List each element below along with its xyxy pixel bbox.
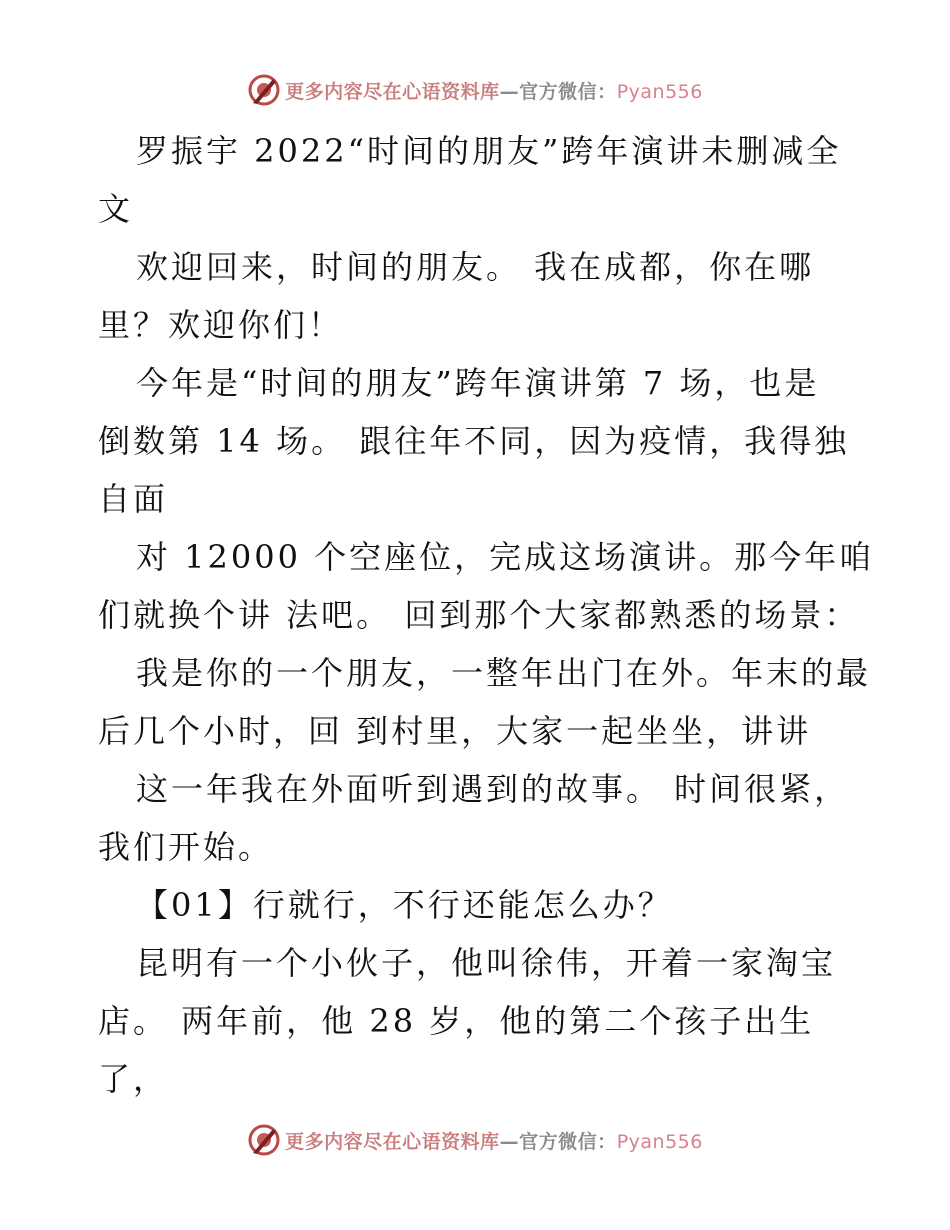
doc-line: 欢迎回来，时间的朋友。 我在成都，你在哪 (136, 248, 815, 286)
section-heading: 【01】行就行，不行还能怎么办？ (136, 886, 673, 924)
banner-site-name: 更多内容尽在心语资料库 (285, 80, 500, 103)
banner-text (285, 77, 703, 104)
banner-dash: — (499, 80, 520, 103)
doc-title-line-1: 罗振宇 2022“时间的朋友”跨年演讲未删减全 (136, 132, 842, 170)
doc-line: 倒数第 14 场。 跟往年不同，因为疫情，我得独 (98, 422, 850, 460)
doc-title-line-2: 文 (98, 190, 134, 228)
doc-line: 后几个小时，回 到村里，大家一起坐坐，讲讲 (98, 712, 812, 750)
doc-line: 店。 两年前，他 28 岁，他的第二个孩子出生 (98, 1002, 815, 1040)
header-watermark-banner (0, 70, 950, 110)
doc-line: 这一年我在外面听到遇到的故事。 时间很紧， (136, 770, 850, 808)
doc-line: 我是你的一个朋友，一整年出门在外。年末的最 (136, 654, 872, 692)
banner-dash: — (499, 1130, 520, 1153)
document-body (98, 122, 875, 1108)
banner-wechat-handle: Pyan556 (616, 1130, 703, 1153)
doc-line: 了， (98, 1060, 169, 1098)
banner-wechat-label: 官方微信： (519, 80, 617, 103)
doc-line: 自面 (98, 480, 169, 518)
doc-line: 我们开始。 (98, 828, 274, 866)
quill-pen-seal-icon (247, 1123, 281, 1157)
doc-line: 里？欢迎你们！ (98, 306, 344, 344)
banner-text (285, 1127, 703, 1154)
banner-wechat-handle: Pyan556 (616, 80, 703, 103)
doc-line: 对 12000 个空座位，完成这场演讲。那今年咱 (136, 538, 875, 576)
doc-line: 今年是“时间的朋友”跨年演讲第 7 场，也是 (136, 364, 820, 402)
quill-pen-seal-icon (247, 73, 281, 107)
footer-watermark-banner (0, 1120, 950, 1160)
banner-site-name: 更多内容尽在心语资料库 (285, 1130, 500, 1153)
banner-wechat-label: 官方微信： (519, 1130, 617, 1153)
doc-line: 们就换个讲 法吧。 回到那个大家都熟悉的场景： (98, 596, 860, 634)
doc-line: 昆明有一个小伙子，他叫徐伟，开着一家淘宝 (136, 944, 837, 982)
